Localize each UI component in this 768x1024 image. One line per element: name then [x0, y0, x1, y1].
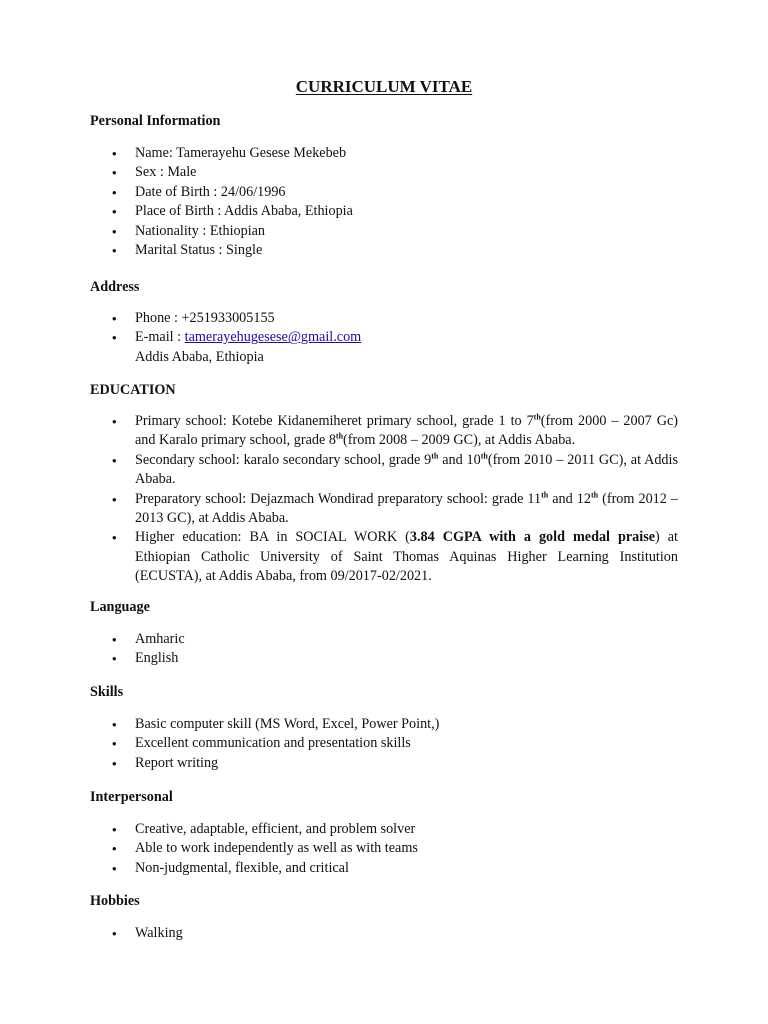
- list-item-nationality: • Nationality : Ethiopian: [0, 222, 768, 241]
- list-item-skill-report: • Report writing: [0, 754, 768, 773]
- section-heading-personal-information: Personal Information: [90, 113, 221, 129]
- section-heading-education: EDUCATION: [90, 382, 176, 398]
- higher-gpa-bold: 3.84 CGPA with a gold medal praise: [409, 529, 656, 546]
- list-item-secondary-school: [0, 451, 768, 490]
- list-item-phone: • Phone : +251933005155: [0, 309, 768, 328]
- section-heading-skills: Skills: [90, 684, 124, 700]
- primary-sup-2: th: [335, 431, 344, 441]
- address-list: [0, 309, 768, 367]
- list-item-email: [0, 328, 768, 367]
- email-label: E-mail :: [135, 329, 185, 346]
- list-item-language-amharic: • Amharic: [0, 630, 768, 649]
- list-item-sex: • Sex : Male: [0, 163, 768, 182]
- section-heading-hobbies: Hobbies: [90, 893, 140, 909]
- secondary-text-1: Secondary school: karalo secondary school, grade 9: [135, 451, 432, 468]
- secondary-sup-2: th: [480, 451, 488, 461]
- list-item-language-english: • English: [0, 649, 768, 668]
- hobbies-list: [0, 924, 768, 943]
- email-link[interactable]: tamerayehugesese@gmail.com: [184, 329, 362, 346]
- preparatory-sup-1: th: [541, 489, 549, 499]
- higher-text-2: ) at Ethiopian Catholic University of Saint Thomas Aquinas Higher Learning Institution (ECUSTA), at Addis Ababa, from 09/2017-02/2021.: [135, 529, 678, 585]
- primary-text-1: Primary school: Kotebe Kidanemiheret primary school, grade 1 to 7: [135, 413, 534, 429]
- list-item-name: • Name: Tamerayehu Gesese Mekebeb: [0, 144, 768, 163]
- document-title-text: CURRICULUM VITAE: [295, 77, 473, 96]
- interpersonal-list: [0, 820, 768, 878]
- primary-text-2: (from 2000 – 2007 Gc) and Karalo primary school, grade 8: [135, 413, 678, 449]
- address-city: Addis Ababa, Ethiopia: [135, 348, 264, 365]
- list-item-marital-status: • Marital Status : Single: [0, 241, 768, 260]
- preparatory-sup-2: th: [590, 489, 599, 499]
- section-heading-interpersonal: Interpersonal: [90, 789, 173, 805]
- document-title: [0, 76, 768, 98]
- list-item-skill-computer: • Basic computer skill (MS Word, Excel, Power Point,): [0, 715, 768, 734]
- personal-information-list: [0, 144, 768, 260]
- section-heading-language: Language: [90, 599, 150, 615]
- list-item-higher-education: [0, 528, 768, 586]
- secondary-text-3: (from 2010 – 2011 GC), at Addis Ababa.: [135, 451, 678, 488]
- list-item-preparatory-school: [0, 490, 768, 529]
- section-heading-address: Address: [90, 279, 140, 295]
- education-list: [0, 412, 768, 587]
- primary-text-3: (from 2008 – 2009 GC), at Addis Ababa.: [343, 432, 576, 449]
- list-item-place-of-birth: • Place of Birth : Addis Ababa, Ethiopia: [0, 202, 768, 221]
- preparatory-text-3: (from 2012 – 2013 GC), at Addis Ababa.: [135, 490, 678, 527]
- preparatory-text-2: and 12: [548, 490, 591, 507]
- list-item-interpersonal-nonjudgmental: • Non-judgmental, flexible, and critical: [0, 859, 768, 878]
- list-item-hobby-walking: • Walking: [0, 924, 768, 943]
- skills-list: [0, 715, 768, 773]
- higher-text-1: Higher education: BA in SOCIAL WORK (: [135, 529, 410, 546]
- primary-sup-1: th: [533, 412, 541, 422]
- secondary-text-2: and 10: [438, 451, 481, 468]
- list-item-primary-school: [0, 412, 768, 451]
- list-item-interpersonal-creative: • Creative, adaptable, efficient, and problem solver: [0, 820, 768, 839]
- language-list: [0, 630, 768, 669]
- list-item-skill-communication: • Excellent communication and presentation skills: [0, 734, 768, 753]
- list-item-date-of-birth: • Date of Birth : 24/06/1996: [0, 183, 768, 202]
- secondary-sup-1: th: [431, 451, 439, 461]
- preparatory-text-1: Preparatory school: Dejazmach Wondirad preparatory school: grade 11: [135, 490, 542, 507]
- list-item-interpersonal-teamwork: • Able to work independently as well as with teams: [0, 839, 768, 858]
